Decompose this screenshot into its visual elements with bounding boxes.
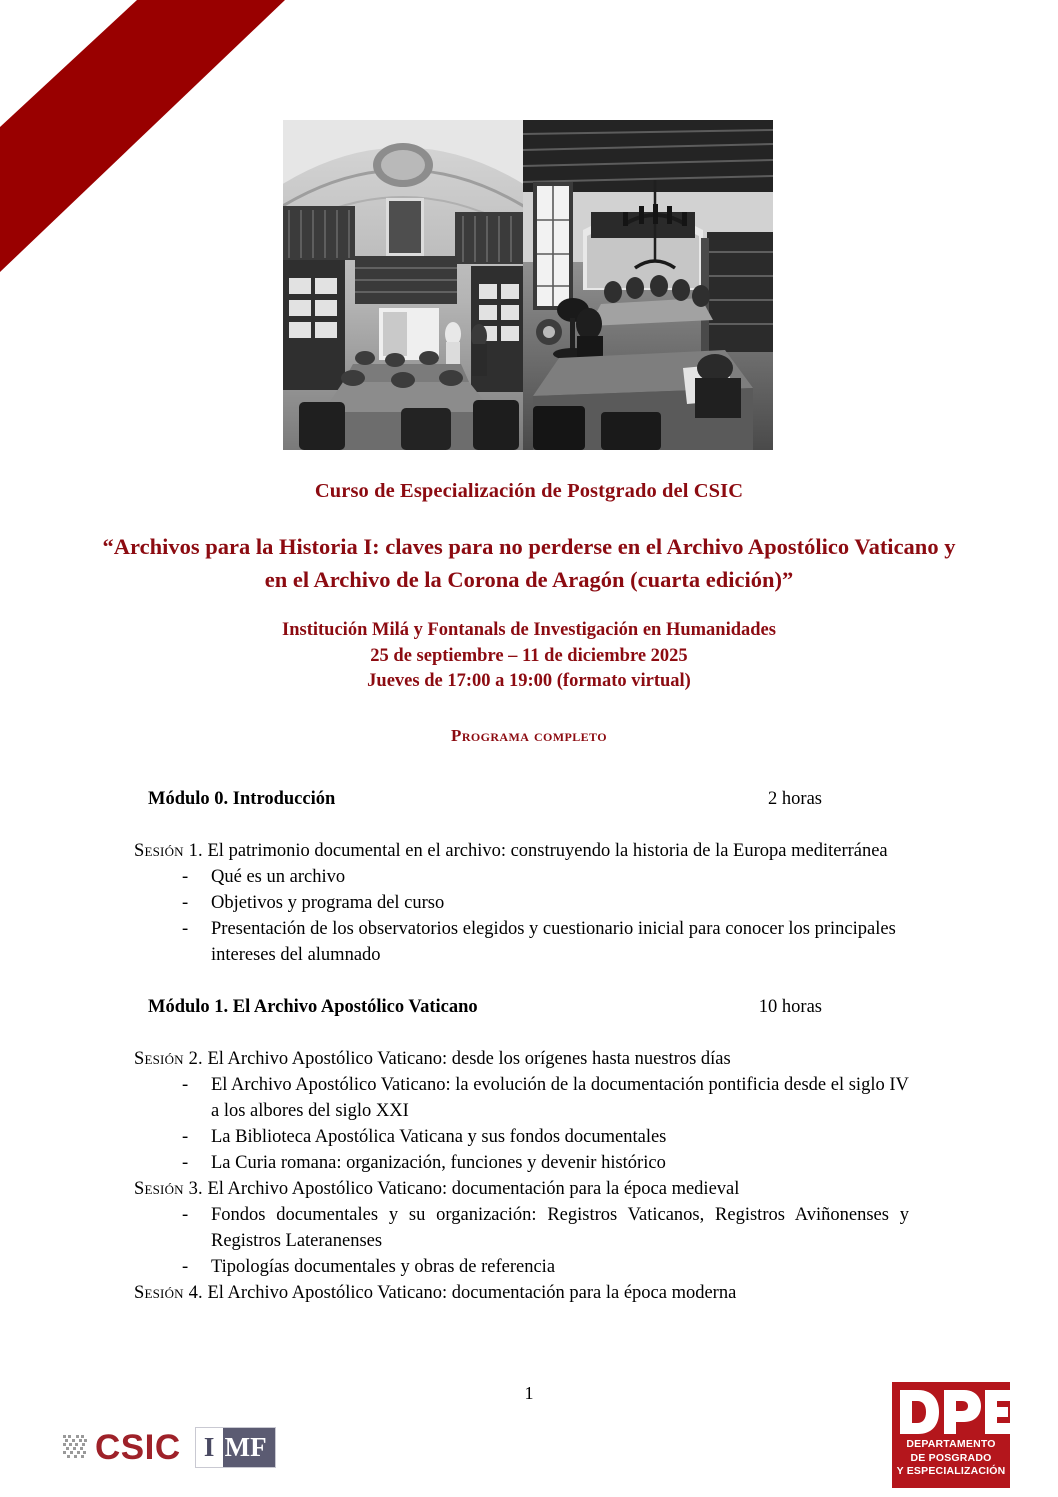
page-title: “Archivos para la Historia I: claves para no perderse en el Archivo Apostólico Vaticano y en el Archivo de la Corona de Aragón (cuarta edición)” (102, 534, 956, 592)
session-title: El Archivo Apostólico Vaticano: documentación para la época medieval (207, 1179, 740, 1199)
imf-letter-i: I (196, 1428, 223, 1467)
schedule-line: Jueves de 17:00 a 19:00 (formato virtual) (367, 671, 691, 691)
module-name: Módulo 0. Introducción (148, 789, 336, 809)
list-item-text: Tipologías documentales y obras de referencia (211, 1257, 556, 1277)
session-title: El Archivo Apostólico Vaticano: documentación para la época moderna (207, 1283, 737, 1303)
session-bullets (148, 1072, 910, 1176)
list-item (148, 890, 909, 916)
institution-line: Institución Milá y Fontanals de Investigación en Humanidades (282, 620, 776, 640)
list-item-text: Objetivos y programa del curso (211, 893, 445, 913)
dpe-subtitle-line-3: Y ESPECIALIZACIÓN (896, 1465, 1006, 1477)
session-bullets (148, 864, 910, 968)
module-hours: 2 horas (768, 789, 822, 809)
list-item-text: El Archivo Apostólico Vaticano: la evolución de la documentación pontificia desde el siglo IV a los albores del siglo XXI (211, 1075, 909, 1121)
bullet-marker: - (182, 1153, 189, 1173)
csic-wordmark: CSIC (95, 1427, 181, 1467)
program-content (134, 786, 910, 1306)
dpe-subtitle-line-1: DEPARTAMENTO (906, 1438, 996, 1450)
module-hours: 10 horas (758, 997, 822, 1017)
dpe-subtitle (892, 1438, 1010, 1479)
session-bullets (148, 1202, 910, 1280)
imf-letters-mf: MF (223, 1428, 275, 1467)
session-label: Sesión 4. (134, 1283, 203, 1303)
session-title: El Archivo Apostólico Vaticano: desde los orígenes hasta nuestros días (207, 1049, 731, 1069)
course-kicker: Curso de Especialización de Postgrado del CSIC (314, 480, 744, 502)
venue-block (129, 618, 929, 695)
session-block (134, 1280, 910, 1306)
module-heading-1 (148, 994, 910, 1020)
list-item (148, 1202, 909, 1254)
red-diagonal-banner (0, 0, 300, 300)
csic-imf-logo-group (62, 1423, 276, 1471)
dates-line: 25 de septiembre – 11 de diciembre 2025 (370, 645, 688, 666)
imf-logo (195, 1427, 276, 1468)
session-block (134, 838, 910, 864)
session-block (134, 1176, 910, 1202)
list-item-text: La Curia romana: organización, funciones y devenir histórico (211, 1153, 666, 1173)
bullet-marker: - (182, 893, 189, 913)
dpe-wordmark-icon (892, 1382, 1010, 1444)
bullet-marker: - (182, 919, 189, 939)
list-item (148, 1254, 909, 1280)
bullet-marker: - (182, 1205, 189, 1225)
session-block (134, 1046, 910, 1072)
archive-reading-room-photo (283, 120, 773, 450)
session-label: Sesión 1. (134, 841, 203, 861)
csic-emblem-icon (62, 1434, 88, 1460)
program-label: Programa completo (451, 726, 607, 745)
list-item (148, 1124, 909, 1150)
session-title: El patrimonio documental en el archivo: construyendo la historia de la Europa mediterránea (207, 841, 888, 861)
module-heading-0 (148, 786, 910, 812)
bullet-marker: - (182, 1075, 189, 1095)
dpe-subtitle-line-2: DE POSGRADO (910, 1451, 992, 1464)
list-item (148, 1150, 909, 1176)
bullet-marker: - (182, 1127, 189, 1147)
module-name: Módulo 1. El Archivo Apostólico Vaticano (148, 997, 478, 1017)
list-item-text: Fondos documentales y su organización: Registros Vaticanos, Registros Aviñonenses y Registros Lateranenses (211, 1205, 909, 1251)
list-item (148, 1072, 909, 1124)
session-label: Sesión 3. (134, 1179, 203, 1199)
bullet-marker: - (182, 1257, 189, 1277)
list-item-text: Qué es un archivo (211, 867, 346, 887)
list-item (148, 916, 909, 968)
list-item (148, 864, 909, 890)
bullet-marker: - (182, 867, 189, 887)
dpe-logo (892, 1382, 1010, 1488)
list-item-text: La Biblioteca Apostólica Vaticana y sus fondos documentales (211, 1127, 667, 1147)
session-label: Sesión 2. (134, 1049, 203, 1069)
page-number: 1 (524, 1383, 534, 1403)
list-item-text: Presentación de los observatorios elegidos y cuestionario inicial para conocer los principales intereses del alumnado (211, 919, 896, 965)
